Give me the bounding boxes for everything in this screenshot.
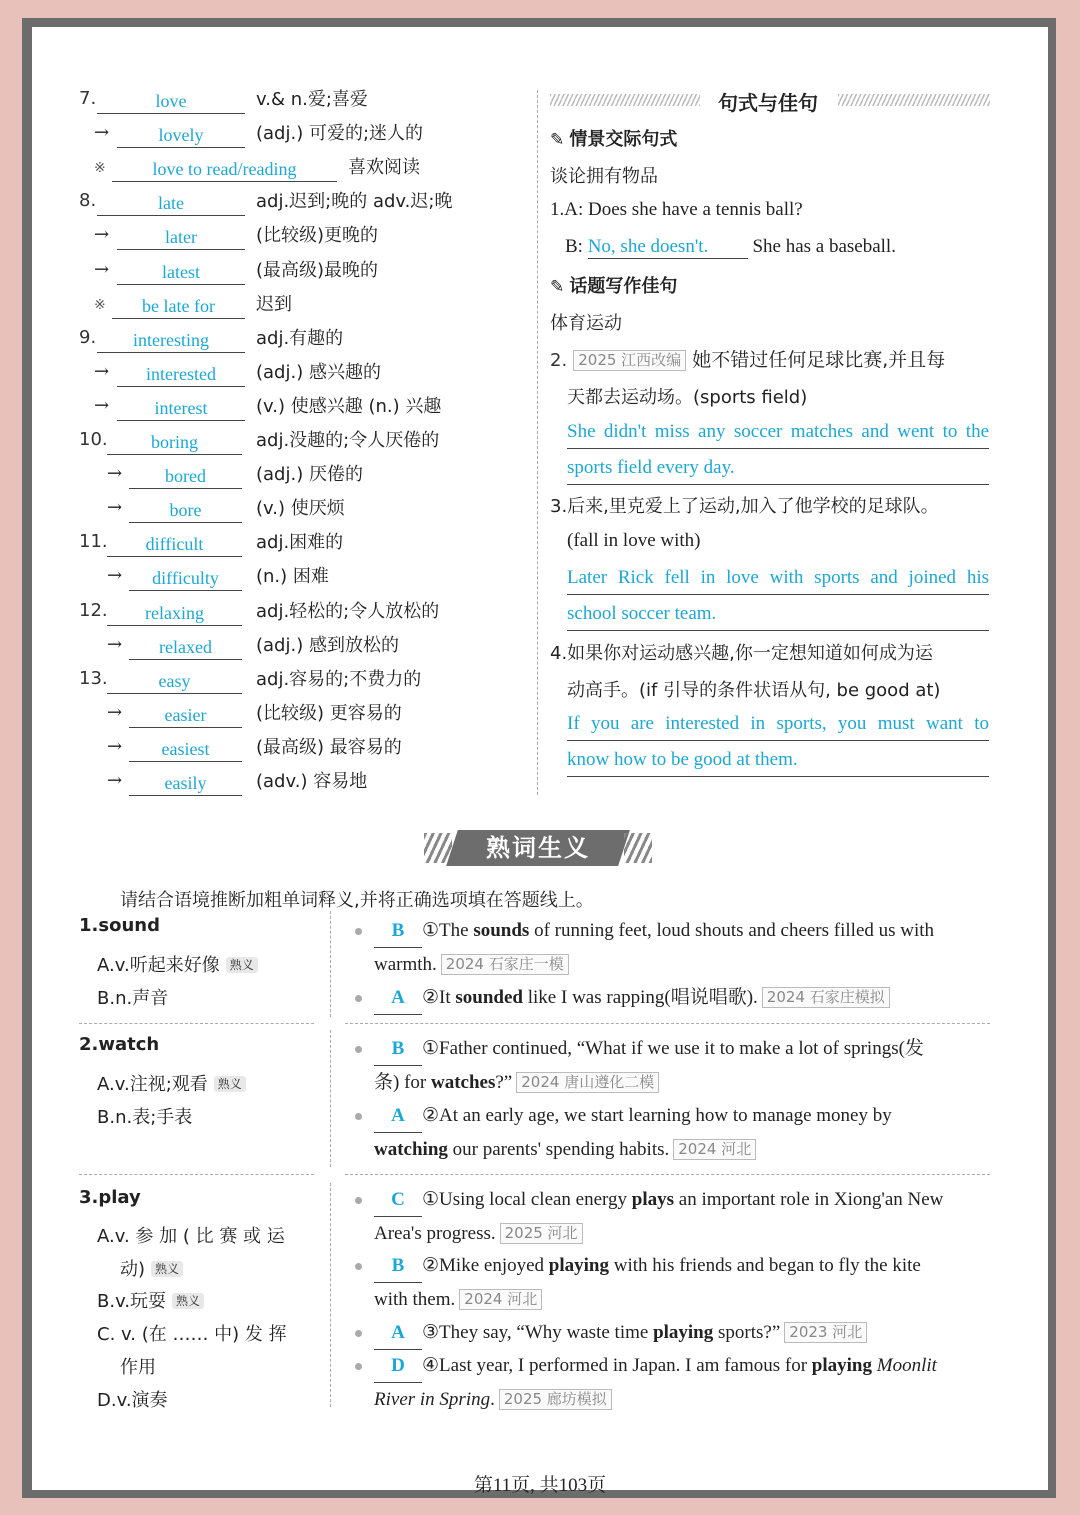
option-text: D.v.演奏 xyxy=(97,1390,168,1411)
meaning-option xyxy=(97,1070,246,1096)
target-word: playing xyxy=(653,1322,714,1343)
option-text: 动) xyxy=(120,1259,146,1280)
vocab-answer[interactable]: be late for xyxy=(112,295,245,319)
vocab-row xyxy=(32,327,537,357)
example-sentence xyxy=(374,1032,989,1099)
banner-hatch-right xyxy=(624,833,652,863)
column-divider xyxy=(330,1183,331,1407)
item-number: 11. xyxy=(79,531,108,553)
vocab-definition: 喜欢阅读 xyxy=(348,157,420,179)
question-text: 她不错过任何足球比赛,并且每 xyxy=(692,349,946,371)
vocab-row xyxy=(32,497,537,527)
familiar-meaning-badge: 熟义 xyxy=(226,957,258,973)
vocab-answer[interactable]: love xyxy=(97,90,245,114)
item-number: 7. xyxy=(79,88,97,109)
source-tag: 2024 石家庄一模 xyxy=(441,954,569,975)
bullet-icon xyxy=(355,928,362,935)
answer-line[interactable]: If you are interested in sports, you must want to xyxy=(567,707,989,741)
option-text: B.n.表;手表 xyxy=(97,1107,193,1128)
target-word: sounds xyxy=(473,920,530,941)
vocab-answer[interactable]: relaxing xyxy=(107,602,242,626)
derivation-arrow: → xyxy=(107,735,123,757)
bullet-icon xyxy=(355,1113,362,1120)
derivation-arrow: → xyxy=(107,770,123,791)
option-text: C. v. (在 …… 中) 发 挥 xyxy=(97,1324,287,1345)
example-sentence xyxy=(374,914,989,981)
vocab-row xyxy=(32,531,537,561)
vocab-row xyxy=(32,293,537,323)
heading-text: 话题写作佳句 xyxy=(569,276,678,297)
vocab-answer[interactable]: late xyxy=(97,192,245,216)
target-word: sounded xyxy=(455,987,523,1008)
question-2-line2: 天都去运动场。(sports field) xyxy=(567,387,808,408)
item-number: 13. xyxy=(79,667,108,689)
answer-blank[interactable]: D xyxy=(374,1349,422,1383)
example-sentence xyxy=(374,1099,989,1166)
familiar-meaning-badge: 熟义 xyxy=(214,1076,246,1092)
vocab-answer[interactable]: bored xyxy=(129,465,242,489)
vocab-row xyxy=(32,634,537,664)
sentence-text: ②At an early age, we start learning how to manage money by xyxy=(422,1105,892,1126)
sentence-text: ?” xyxy=(495,1072,513,1093)
answer-blank[interactable]: B xyxy=(374,1032,422,1066)
meaning-option xyxy=(97,1103,192,1129)
sentence-text: ①The xyxy=(422,920,474,941)
meaning-option xyxy=(97,1386,168,1412)
familiar-meaning-badge: 熟义 xyxy=(172,1293,204,1309)
vocab-row xyxy=(32,770,537,800)
column-divider xyxy=(537,90,538,795)
row-divider xyxy=(345,1023,990,1024)
answer-blank[interactable]: No, she doesn't. xyxy=(588,236,748,259)
item-number: 9. xyxy=(79,326,97,348)
answer-blank[interactable]: A xyxy=(374,1316,422,1350)
vocab-definition: (n.) 困难 xyxy=(256,566,329,588)
row-divider xyxy=(79,1023,314,1024)
item-number: 8. xyxy=(79,190,97,212)
answer-line[interactable]: Later Rick fell in love with sports and joined his xyxy=(567,561,989,595)
option-text: B.v.玩耍 xyxy=(97,1291,167,1312)
example-sentence xyxy=(374,981,989,1015)
target-word: playing xyxy=(548,1255,609,1276)
sentence-text: Area's progress. xyxy=(374,1223,496,1244)
dialogue-text: She has a baseball. xyxy=(752,236,896,257)
vocab-answer[interactable]: lovely xyxy=(117,124,245,148)
meaning-option xyxy=(97,1222,285,1248)
section-instruction: 请结合语境推断加粗单词释义,并将正确选项填在答题线上。 xyxy=(120,890,594,911)
section-heading-2 xyxy=(550,272,677,298)
vocab-answer[interactable]: bore xyxy=(129,499,242,523)
word-heading: 2.watch xyxy=(79,1034,160,1055)
vocab-row xyxy=(32,565,537,595)
vocab-row xyxy=(32,395,537,425)
vocab-definition: (最高级) 最容易的 xyxy=(256,736,402,758)
answer-blank[interactable]: A xyxy=(374,981,422,1015)
section-heading-1 xyxy=(550,125,677,151)
sentence-text: ①Father continued, “What if we use it to make a lot of springs(发 xyxy=(422,1038,924,1059)
vocab-definition: (adv.) 容易地 xyxy=(256,771,368,792)
vocab-answer[interactable]: latest xyxy=(117,261,245,285)
item-number: 12. xyxy=(79,599,108,621)
section-title: 熟词生义 xyxy=(486,834,590,862)
sentence-text: ②It xyxy=(422,987,456,1008)
pencil-icon: ✎ xyxy=(550,277,565,297)
word-heading: 3.play xyxy=(79,1187,141,1208)
meaning-option xyxy=(97,1287,204,1313)
title-text: Moonlit xyxy=(872,1355,937,1376)
vocab-answer[interactable]: relaxed xyxy=(129,636,242,660)
vocab-row xyxy=(32,702,537,732)
sentence-text: our parents' spending habits. xyxy=(447,1139,670,1160)
question-number: 2. xyxy=(550,350,568,371)
derivation-arrow: → xyxy=(94,394,110,416)
sentence-text: with them. xyxy=(374,1289,456,1310)
vocab-definition: adj.困难的 xyxy=(256,532,344,554)
sentence-text: ③They say, “Why waste time xyxy=(422,1322,654,1343)
option-text: 作用 xyxy=(120,1357,156,1378)
derivation-arrow: → xyxy=(107,701,123,723)
sentence-text: of running feet, loud shouts and cheers filled us with xyxy=(529,920,935,941)
example-sentence xyxy=(374,1183,989,1250)
answer-line[interactable]: know how to be good at them. xyxy=(567,743,989,777)
target-word: plays xyxy=(631,1189,675,1210)
question-2 xyxy=(550,345,945,372)
title-hatch-left xyxy=(550,94,700,106)
derivation-arrow: → xyxy=(94,224,110,246)
source-tag: 2025 河北 xyxy=(500,1223,583,1244)
vocab-row xyxy=(32,600,537,630)
vocab-answer[interactable]: easiest xyxy=(129,738,242,762)
meaning-option xyxy=(120,1353,156,1379)
vocab-answer[interactable]: interested xyxy=(117,363,245,387)
vocab-definition: (adj.) 厌倦的 xyxy=(256,464,363,486)
derivation-arrow: → xyxy=(107,633,123,655)
bullet-icon xyxy=(355,995,362,1002)
column-divider xyxy=(330,911,331,1017)
example-sentence xyxy=(374,1316,989,1350)
answer-line[interactable]: school soccer team. xyxy=(567,597,989,631)
meaning-option xyxy=(97,1320,287,1346)
vocab-definition: (比较级) 更容易的 xyxy=(256,702,402,724)
derivation-arrow: → xyxy=(94,258,110,280)
vocab-answer[interactable]: interest xyxy=(117,397,245,421)
bullet-icon xyxy=(355,1363,362,1370)
vocab-row xyxy=(32,429,537,459)
option-text: A.v.听起来好像 xyxy=(97,955,220,976)
bullet-icon xyxy=(355,1263,362,1270)
answer-blank[interactable]: B xyxy=(374,1249,422,1283)
answer-line[interactable]: She didn't miss any soccer matches and went to the xyxy=(567,415,989,449)
topic-1: 谈论拥有物品 xyxy=(550,166,658,187)
vocab-definition: adj.容易的;不费力的 xyxy=(256,668,422,690)
sentence-text: an important role in Xiong'an New xyxy=(674,1189,944,1210)
target-word: watches xyxy=(430,1072,496,1093)
meaning-option xyxy=(97,951,258,977)
row-divider xyxy=(79,1174,314,1175)
source-tag: 2024 石家庄模拟 xyxy=(762,987,890,1008)
derivation-arrow: → xyxy=(94,360,110,382)
derivation-arrow: → xyxy=(107,497,123,519)
vocab-row xyxy=(32,190,537,220)
option-text: A.v. 参 加 ( 比 赛 或 运 xyxy=(97,1226,285,1247)
vocab-row xyxy=(32,259,537,289)
source-tag: 2025 江西改编 xyxy=(573,350,686,371)
speaker-b: B: xyxy=(565,236,583,257)
familiar-meaning-badge: 熟义 xyxy=(151,1261,183,1277)
vocab-row xyxy=(32,122,537,152)
question-4-line2: 动高手。(if 引导的条件状语从句, be good at) xyxy=(567,680,941,701)
option-text: A.v.注视;观看 xyxy=(97,1074,208,1095)
vocab-definition: v.& n.爱;喜爱 xyxy=(256,89,368,110)
vocab-row xyxy=(32,463,537,493)
item-number: 10. xyxy=(79,429,108,450)
dialogue-line-a: 1.A: Does she have a tennis ball? xyxy=(550,199,803,220)
answer-blank[interactable]: B xyxy=(374,914,422,948)
pencil-icon: ✎ xyxy=(550,130,565,150)
vocab-answer[interactable]: easily xyxy=(129,772,242,796)
source-tag: 2025 廊坊模拟 xyxy=(499,1389,612,1410)
vocab-answer[interactable]: easy xyxy=(107,670,242,694)
vocab-answer[interactable]: later xyxy=(117,226,245,250)
row-divider xyxy=(345,1174,990,1175)
sentence-text: with his friends and began to fly the kite xyxy=(609,1255,921,1276)
question-3-line2: (fall in love with) xyxy=(567,530,701,551)
vocab-definition: 迟到 xyxy=(256,293,292,315)
option-text: B.n.声音 xyxy=(97,988,169,1009)
bullet-icon xyxy=(355,1330,362,1337)
meaning-option xyxy=(120,1255,183,1281)
vocab-row xyxy=(32,736,537,766)
derivation-arrow: → xyxy=(107,463,123,485)
target-word: playing xyxy=(811,1355,872,1376)
dialogue-line-b xyxy=(565,236,896,259)
document-page xyxy=(32,27,1048,1496)
sentence-text: sports?” xyxy=(713,1322,781,1343)
sentence-text: . xyxy=(490,1389,495,1410)
vocab-answer[interactable]: difficulty xyxy=(129,567,242,591)
vocab-definition: (最高级)最晚的 xyxy=(256,259,379,281)
vocab-row xyxy=(32,361,537,391)
derivation-arrow: → xyxy=(107,565,123,587)
page-footer: 第11页, 共103页 xyxy=(473,1475,607,1496)
sentence-text: ②Mike enjoyed xyxy=(422,1255,549,1276)
note-mark: ※ xyxy=(94,296,106,313)
vocab-row xyxy=(32,668,537,698)
vocab-definition: (v.) 使厌烦 xyxy=(256,498,345,520)
vocab-definition: (比较级)更晚的 xyxy=(256,225,379,247)
vocab-answer[interactable]: easier xyxy=(129,704,242,728)
heading-text: 情景交际句式 xyxy=(569,129,678,150)
title-text: River in Spring xyxy=(374,1389,491,1410)
note-mark: ※ xyxy=(94,160,106,177)
vocab-definition: (adj.) 感到放松的 xyxy=(256,634,399,656)
vocab-row xyxy=(32,224,537,254)
vocab-row xyxy=(32,88,537,118)
sentence-text: 条) for xyxy=(374,1072,431,1093)
topic-2: 体育运动 xyxy=(550,313,622,334)
vocab-answer[interactable]: boring xyxy=(107,431,242,455)
source-tag: 2024 河北 xyxy=(459,1289,542,1310)
sentence-text: ①Using local clean energy xyxy=(422,1189,632,1210)
vocab-definition: (adj.) 感兴趣的 xyxy=(256,361,381,383)
sentence-text: ④Last year, I performed in Japan. I am famous for xyxy=(422,1355,812,1376)
vocab-definition: adj.有趣的 xyxy=(256,327,344,349)
target-word: watching xyxy=(374,1139,448,1160)
example-sentence xyxy=(374,1249,989,1316)
vocab-definition: adj.迟到;晚的 adv.迟;晚 xyxy=(256,191,453,213)
column-divider xyxy=(330,1030,331,1167)
vocab-definition: adj.轻松的;令人放松的 xyxy=(256,600,440,622)
answer-line[interactable]: sports field every day. xyxy=(567,451,989,485)
meaning-option xyxy=(97,984,168,1010)
vocab-definition: (adj.) 可爱的;迷人的 xyxy=(256,123,424,145)
question-3: 3.后来,里克爱上了运动,加入了他学校的足球队。 xyxy=(550,496,939,517)
title-hatch-right xyxy=(838,94,990,106)
sentence-text: warmth. xyxy=(374,954,437,975)
vocab-answer[interactable]: love to read/reading xyxy=(112,158,337,182)
bullet-icon xyxy=(355,1197,362,1204)
panel-title: 句式与佳句 xyxy=(718,91,818,115)
vocab-answer[interactable]: difficult xyxy=(107,533,242,557)
vocab-definition: (v.) 使感兴趣 (n.) 兴趣 xyxy=(256,395,442,417)
source-tag: 2024 唐山遵化二模 xyxy=(516,1072,659,1093)
sentence-text: like I was rapping(唱说唱歌). xyxy=(523,987,758,1008)
source-tag: 2024 河北 xyxy=(673,1139,756,1160)
answer-blank[interactable]: C xyxy=(374,1183,422,1217)
source-tag: 2023 河北 xyxy=(784,1322,867,1343)
derivation-arrow: → xyxy=(94,122,110,144)
answer-blank[interactable]: A xyxy=(374,1099,422,1133)
bullet-icon xyxy=(355,1046,362,1053)
question-4: 4.如果你对运动感兴趣,你一定想知道如何成为运 xyxy=(550,643,933,664)
vocab-definition: adj.没趣的;令人厌倦的 xyxy=(256,430,440,451)
example-sentence xyxy=(374,1349,989,1416)
word-heading: 1.sound xyxy=(79,915,160,936)
vocab-row xyxy=(32,156,537,186)
vocab-answer[interactable]: interesting xyxy=(97,329,245,353)
